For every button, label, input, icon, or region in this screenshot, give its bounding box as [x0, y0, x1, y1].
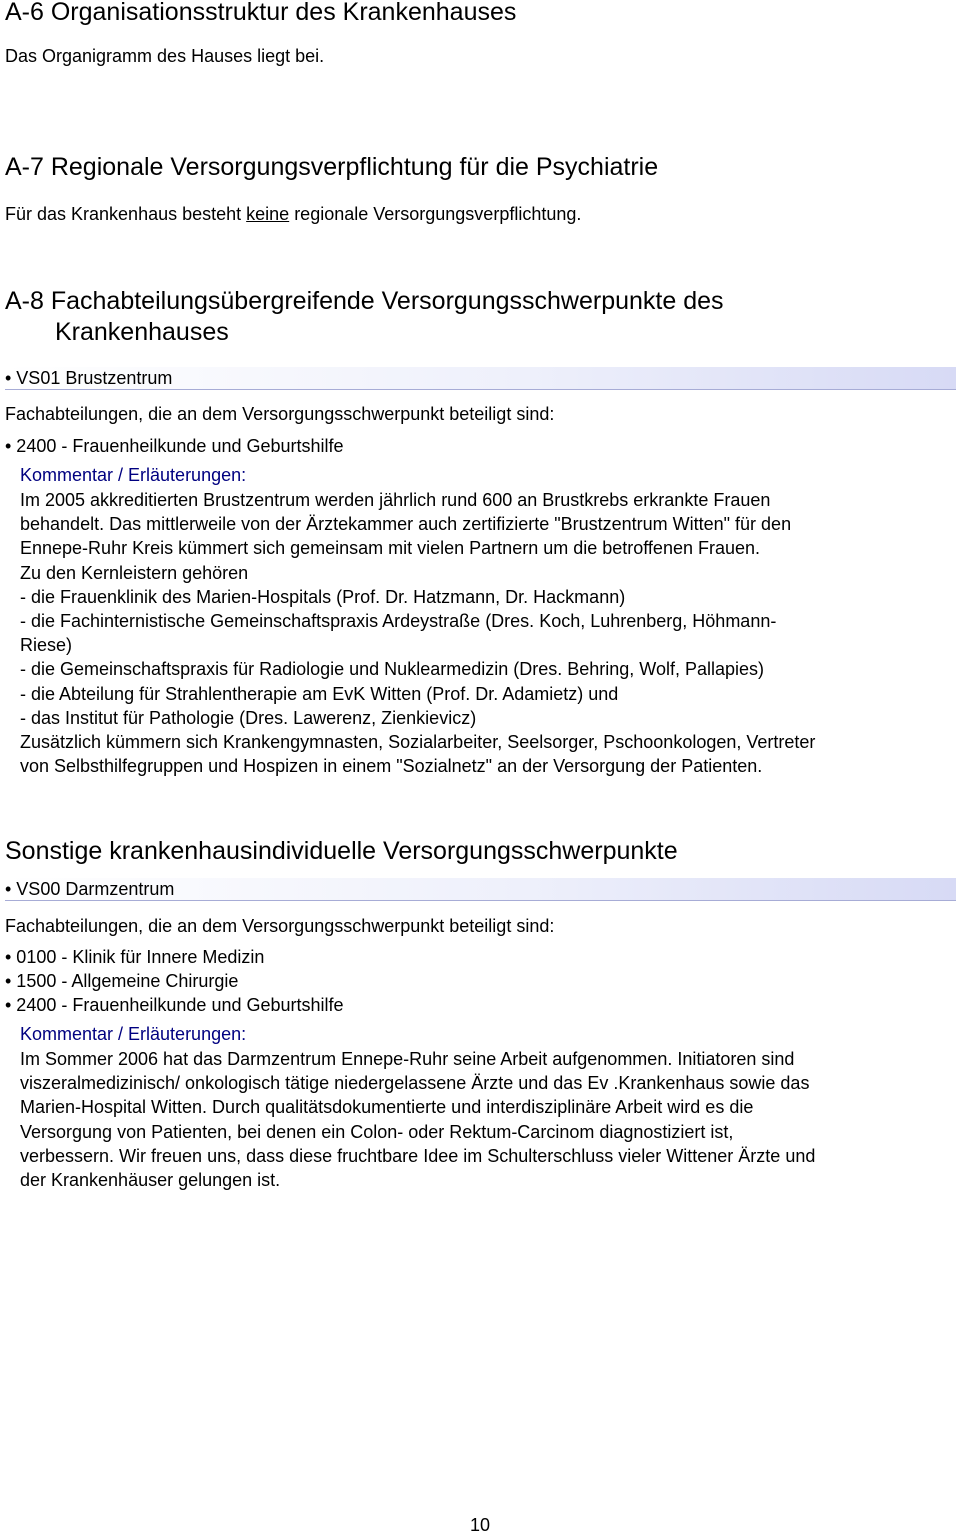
- section-sonstige-heading: Sonstige krankenhausindividuelle Versorgungsschwerpunkte: [5, 837, 678, 865]
- sonstige-comment-line: Marien-Hospital Witten. Durch qualitätsdokumentierte und interdisziplinäre Arbeit wird es die: [20, 1097, 754, 1118]
- a8-comment-line: Zusätzlich kümmern sich Krankengymnasten, Sozialarbeiter, Seelsorger, Pschoonkologen, Vertreter: [20, 732, 816, 753]
- sonstige-comment-label: Kommentar / Erläuterungen:: [20, 1024, 247, 1044]
- sonstige-department-item: • 2400 - Frauenheilkunde und Geburtshilfe: [5, 995, 344, 1015]
- vs00-title-bar: • VS00 Darmzentrum: [5, 878, 956, 901]
- a8-comment-paragraph: [20, 488, 815, 778]
- a8-comment-line: - die Gemeinschaftspraxis für Radiologie und Nuklearmedizin (Dres. Behring, Wolf, Pallapies): [20, 659, 764, 680]
- a8-comment-line: - die Frauenklinik des Marien-Hospitals (Prof. Dr. Hatzmann, Dr. Hackmann): [20, 586, 626, 607]
- sonstige-department-item: • 1500 - Allgemeine Chirurgie: [5, 971, 239, 991]
- section-a7-text: [5, 202, 581, 226]
- section-a8-heading-line2: Krankenhauses: [55, 318, 229, 346]
- a8-comment-label: Kommentar / Erläuterungen:: [20, 465, 247, 485]
- sonstige-department-item: • 0100 - Klinik für Innere Medizin: [5, 947, 265, 967]
- vs01-title-bar: • VS01 Brustzentrum: [5, 367, 956, 390]
- a8-comment-line: von Selbsthilfegruppen und Hospizen in einem "Sozialnetz" an der Versorgung der Patienten.: [20, 756, 763, 777]
- a8-comment-line: Ennepe-Ruhr Kreis kümmert sich gemeinsam mit vielen Partnern um die betroffenen Frauen.: [20, 538, 761, 559]
- sonstige-comment-line: der Krankenhäuser gelungen ist.: [20, 1170, 281, 1191]
- a7-text-underlined: keine: [246, 204, 290, 224]
- a7-text-before: Für das Krankenhaus besteht: [5, 204, 247, 224]
- a8-departments-label: Fachabteilungen, die an dem Versorgungsschwerpunkt beteiligt sind:: [5, 404, 555, 424]
- sonstige-comment-line: Versorgung von Patienten, bei denen ein Colon- oder Rektum-Carcinom diagnostiziert ist,: [20, 1121, 734, 1142]
- page-number: 10: [469, 1515, 491, 1535]
- section-a6-text: Das Organigramm des Hauses liegt bei.: [5, 46, 325, 66]
- section-a8-heading-line1: A-8 Fachabteilungsübergreifende Versorgungsschwerpunkte des: [5, 287, 724, 315]
- sonstige-comment-line: Im Sommer 2006 hat das Darmzentrum Ennepe-Ruhr seine Arbeit aufgenommen. Initiatoren sind: [20, 1049, 795, 1069]
- a8-comment-line: - die Fachinternistische Gemeinschaftspraxis Ardeystraße (Dres. Koch, Luhrenberg, Höhmann-: [20, 611, 777, 632]
- a8-comment-line: Zu den Kernleistern gehören: [20, 562, 249, 583]
- a8-comment-line: behandelt. Das mittlerweile von der Ärztekammer auch zertifizierte "Brustzentrum Witten" für den: [20, 514, 792, 535]
- a8-department-item: • 2400 - Frauenheilkunde und Geburtshilfe: [5, 436, 344, 456]
- section-a7-heading: A-7 Regionale Versorgungsverpflichtung für die Psychiatrie: [5, 153, 659, 181]
- sonstige-comment-line: viszeralmedizinisch/ onkologisch tätige niedergelassene Ärzte und das Ev .Krankenhaus sowie das: [20, 1073, 810, 1094]
- sonstige-comment-line: verbessern. Wir freuen uns, dass diese fruchtbare Idee im Schulterschluss vieler Wittener Ärzte und: [20, 1145, 816, 1166]
- a8-comment-line: - das Institut für Pathologie (Dres. Lawerenz, Zienkievicz): [20, 707, 477, 728]
- a8-comment-line: Riese): [20, 635, 73, 656]
- a7-text-after: regionale Versorgungsverpflichtung.: [289, 204, 582, 224]
- sonstige-comment-paragraph: [20, 1047, 815, 1192]
- sonstige-departments-label: Fachabteilungen, die an dem Versorgungsschwerpunkt beteiligt sind:: [5, 916, 555, 936]
- a8-comment-line: Im 2005 akkreditierten Brustzentrum werden jährlich rund 600 an Brustkrebs erkrankte Frauen: [20, 490, 771, 510]
- section-a6-heading: A-6 Organisationsstruktur des Krankenhauses: [5, 0, 517, 26]
- a8-comment-line: - die Abteilung für Strahlentherapie am EvK Witten (Prof. Dr. Adamietz) und: [20, 683, 619, 704]
